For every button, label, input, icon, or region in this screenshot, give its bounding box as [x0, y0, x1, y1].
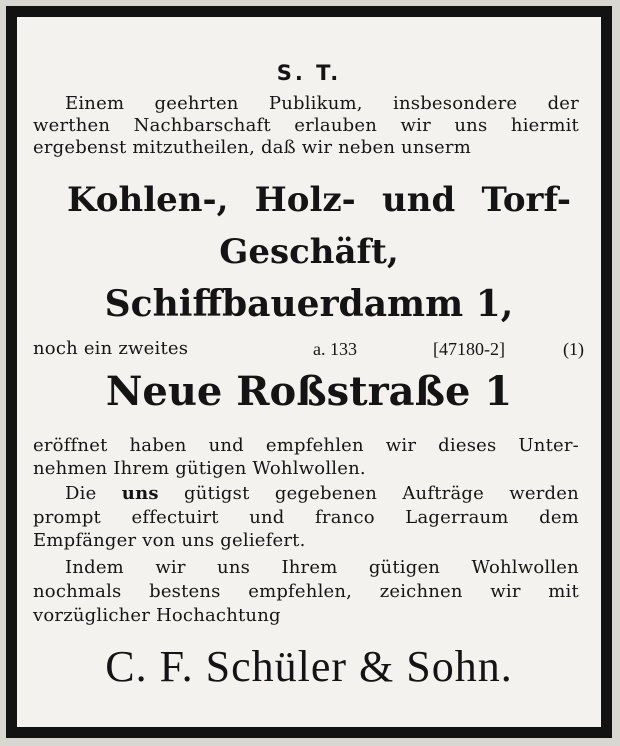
word: Aufträge [402, 483, 484, 504]
word: nochmals [33, 581, 122, 602]
reference-b: [47180-2] [433, 339, 505, 359]
word: mit [548, 581, 579, 602]
word: und [249, 507, 285, 528]
word: insbesondere [393, 93, 518, 114]
second-text: noch ein zweites [33, 338, 189, 359]
word: Ihrem [281, 557, 338, 578]
address-1: Schiffbauerdamm 1, [104, 283, 514, 325]
reference-a: a. 133 [313, 339, 357, 359]
word: Unter- [518, 435, 579, 456]
word: erlauben [294, 115, 378, 136]
word: Nachbarschaft [133, 115, 271, 136]
paragraph-2-line-3: Empfänger von uns geliefert. [33, 530, 306, 551]
word: Holz- [254, 180, 356, 220]
word: empfehlen, [248, 581, 353, 602]
word: haben [129, 435, 187, 456]
word: dieses [438, 435, 497, 456]
paragraph-3-line-1 [65, 557, 579, 579]
word: Publikum, [268, 93, 363, 114]
word: empfehlen [265, 435, 364, 456]
paragraph-3-line-2 [33, 581, 579, 603]
word: prompt [33, 507, 101, 528]
business-line-1 [67, 180, 571, 220]
reference-c: (1) [563, 339, 584, 359]
word: gegebenen [274, 483, 378, 504]
word: wir [155, 557, 186, 578]
word: werthen [33, 115, 111, 136]
word: Lagerraum [405, 507, 509, 528]
word: uns [454, 115, 488, 136]
advertisement-frame [6, 6, 612, 738]
word: gütigst [184, 483, 250, 504]
word: Die [65, 483, 97, 504]
word: Kohlen-, [67, 180, 229, 220]
word: bestens [149, 581, 221, 602]
word: geehrten [154, 93, 239, 114]
advertisement-content [17, 17, 601, 727]
word: hiermit [510, 115, 579, 136]
paragraph-3-line-3: vorzüglicher Hochachtung [33, 605, 281, 626]
paragraph-1-line-1 [33, 435, 579, 457]
address-2: Neue Roßstraße 1 [105, 368, 513, 415]
word: der [547, 93, 579, 114]
word: uns [121, 483, 159, 504]
firm-signature: C. F. Schüler & Sohn. [105, 642, 513, 691]
word: franco [315, 507, 375, 528]
intro-line-1 [65, 93, 579, 115]
word: dem [539, 507, 579, 528]
intro-line-2 [33, 115, 579, 137]
salutation: S. T. [276, 61, 342, 85]
word: effectuirt [131, 507, 219, 528]
word: Einem [65, 93, 125, 114]
word: Indem [65, 557, 124, 578]
paragraph-2-line-2 [33, 507, 579, 529]
paragraph-1-line-2: nehmen Ihrem gütigen Wohlwollen. [33, 458, 366, 479]
word: wir [385, 435, 417, 456]
word: eröffnet [33, 435, 108, 456]
word: werden [509, 483, 579, 504]
word: Wohlwollen [471, 557, 579, 578]
business-line-2: Geschäft, [219, 232, 399, 272]
word: gütigen [368, 557, 441, 578]
word: und [208, 435, 244, 456]
word: Torf- [481, 180, 571, 220]
paragraph-2-line-1 [65, 483, 579, 505]
word: zeichnen [379, 581, 463, 602]
word: wir [400, 115, 431, 136]
word: und [382, 180, 456, 220]
word: uns [217, 557, 251, 578]
intro-line-3: ergebenst mitzutheilen, daß wir neben unserm [33, 137, 471, 158]
word: wir [490, 581, 521, 602]
